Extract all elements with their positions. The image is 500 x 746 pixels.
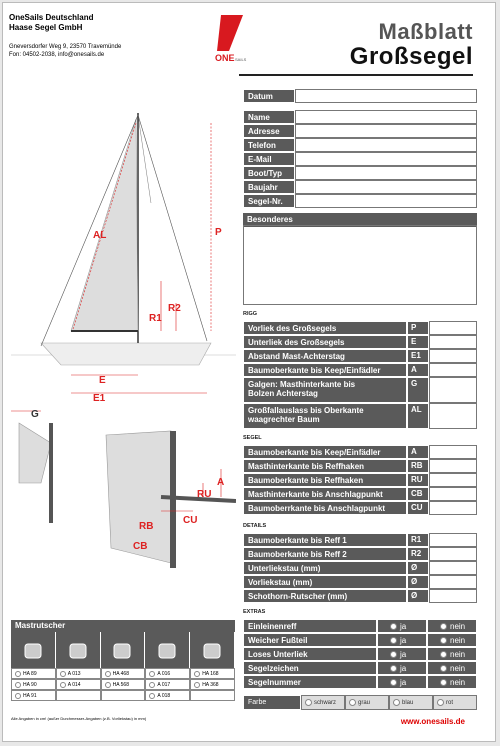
company-name: OneSails Deutschland Haase Segel GmbH: [9, 13, 94, 32]
nein-radio[interactable]: nein: [427, 675, 477, 689]
ja-radio[interactable]: ja: [377, 619, 427, 633]
rigg-e1-field[interactable]: [429, 349, 477, 363]
svg-text:RU: RU: [197, 489, 212, 500]
mast-option[interactable]: HA 90: [11, 679, 56, 690]
svg-text:SAILS: SAILS: [235, 57, 247, 62]
ja-radio[interactable]: ja: [377, 661, 427, 675]
personal-fields: Name Adresse Telefon E-Mail Boot/Typ Baujahr Segel-Nr.: [243, 110, 477, 208]
segel-cb-field[interactable]: [429, 487, 477, 501]
mast-option[interactable]: A 013: [56, 668, 101, 679]
page-subtitle: Großsegel: [349, 43, 473, 70]
unterliekstau-field[interactable]: [429, 561, 477, 575]
rigg-a-field[interactable]: [429, 363, 477, 377]
rigg-g-field[interactable]: [429, 377, 477, 403]
adresse-field[interactable]: [295, 124, 477, 138]
divider: [239, 74, 473, 76]
nein-radio[interactable]: nein: [427, 619, 477, 633]
farbe-row: Farbe schwarz grau blau rot: [243, 695, 477, 710]
mast-option[interactable]: A 017: [145, 679, 190, 690]
svg-text:RB: RB: [139, 521, 154, 532]
nein-radio[interactable]: nein: [427, 661, 477, 675]
svg-text:R1: R1: [149, 313, 162, 324]
ja-radio[interactable]: ja: [377, 647, 427, 661]
details-r1-field[interactable]: [429, 533, 477, 547]
rigg-p-field[interactable]: [429, 321, 477, 335]
extras-rows: Einleinenreff ja nein Weicher Fußteil ja nein Loses Unterliek ja nein Segelzeichen ja nein Segelnummer ja nein: [243, 619, 477, 689]
svg-text:E: E: [99, 375, 106, 386]
telefon-field[interactable]: [295, 138, 477, 152]
mast-option[interactable]: A 016: [145, 668, 190, 679]
mast-option[interactable]: HA 168: [190, 668, 235, 679]
segel-cu-field[interactable]: [429, 501, 477, 515]
section-segel: SEGEL: [243, 435, 262, 441]
svg-text:R2: R2: [168, 303, 181, 314]
rigg-rows: Vorliek des Großsegels P Unterliek des Großsegels E Abstand Mast-Achterstag E1 Baumoberkante bis Keep/Einfädler A Galgen: Masthinterkante bis Bolzen Achterstag G Großfallauslass bis Oberkante waagrechter Baum AL: [243, 321, 477, 429]
name-field[interactable]: [295, 110, 477, 124]
svg-text:P: P: [215, 227, 222, 238]
onesails-logo: [199, 11, 259, 71]
mast-option[interactable]: HA 89: [11, 668, 56, 679]
farbe-option[interactable]: schwarz: [301, 695, 345, 710]
website-link[interactable]: www.onesails.de: [400, 717, 465, 726]
email-field[interactable]: [295, 152, 477, 166]
mast-empty: [56, 690, 101, 701]
sail-diagram: [11, 103, 236, 403]
mast-option[interactable]: HA 568: [101, 679, 146, 690]
details-r2-field[interactable]: [429, 547, 477, 561]
svg-text:A: A: [217, 477, 225, 488]
section-rigg: RIGG: [243, 311, 258, 317]
details-rows: Baumoberkante bis Reff 1 R1 Baumoberkante bis Reff 2 R2 Unterliekstau (mm) Ø Vorliekstau (mm) Ø Schothorn-Rutscher (mm) Ø: [243, 533, 477, 603]
ja-radio[interactable]: ja: [377, 675, 427, 689]
svg-text:ONE: ONE: [215, 53, 235, 63]
segel-ru-field[interactable]: [429, 473, 477, 487]
besonderes-field[interactable]: [243, 225, 477, 305]
mast-option[interactable]: A 018: [145, 690, 190, 701]
baujahr-field[interactable]: [295, 180, 477, 194]
besonderes-label: Besonderes: [243, 213, 477, 227]
mast-option[interactable]: A 014: [56, 679, 101, 690]
rigg-al-field[interactable]: [429, 403, 477, 429]
farbe-option[interactable]: grau: [345, 695, 389, 710]
svg-text:CB: CB: [133, 541, 148, 552]
farbe-option[interactable]: rot: [433, 695, 477, 710]
farbe-option[interactable]: blau: [389, 695, 433, 710]
ja-radio[interactable]: ja: [377, 633, 427, 647]
svg-text:E1: E1: [93, 393, 106, 403]
segel-rows: Baumoberkante bis Keep/Einfädler A Masthinterkante bis Reffhaken RB Baumoberkante bis Reffhaken RU Masthinterkante bis Anschlagpunkt CB Baumoberrkante bis Anschlagpunkt CU: [243, 445, 477, 515]
company-address: Gneversdorfer Weg 9, 23570 Travemünde Fon: 04502-2038, info@onesails.de: [9, 44, 122, 58]
mastrutscher-grid: [11, 668, 235, 701]
segelnr-field[interactable]: [295, 194, 477, 208]
mast-empty: [190, 690, 235, 701]
svg-text:G: G: [31, 409, 39, 420]
page-title: Maßblatt: [378, 19, 473, 44]
section-details: DETAILS: [243, 523, 267, 529]
datum-row: Datum: [243, 89, 477, 103]
svg-text:CU: CU: [183, 515, 198, 526]
detail-diagram: [11, 403, 236, 573]
section-extras: EXTRAS: [243, 609, 266, 615]
form-page: [2, 2, 496, 742]
mast-option[interactable]: HA 368: [190, 679, 235, 690]
segel-a-field[interactable]: [429, 445, 477, 459]
mast-option[interactable]: HA 468: [101, 668, 146, 679]
mastrutscher-title: Mastrutscher: [11, 620, 235, 632]
segel-rb-field[interactable]: [429, 459, 477, 473]
footnote: Alle Angaben in cm! (außer Durchmesser-Angaben (z.B. Vorliekstau) in mm): [11, 716, 147, 721]
svg-text:AL: AL: [93, 230, 107, 241]
vorliekstau-field[interactable]: [429, 575, 477, 589]
mastrutscher-images: [11, 632, 235, 668]
nein-radio[interactable]: nein: [427, 647, 477, 661]
schothorn-field[interactable]: [429, 589, 477, 603]
datum-field[interactable]: [295, 89, 477, 103]
mast-option[interactable]: HA 91: [11, 690, 56, 701]
mast-empty: [101, 690, 146, 701]
rigg-e-field[interactable]: [429, 335, 477, 349]
boot-field[interactable]: [295, 166, 477, 180]
nein-radio[interactable]: nein: [427, 633, 477, 647]
